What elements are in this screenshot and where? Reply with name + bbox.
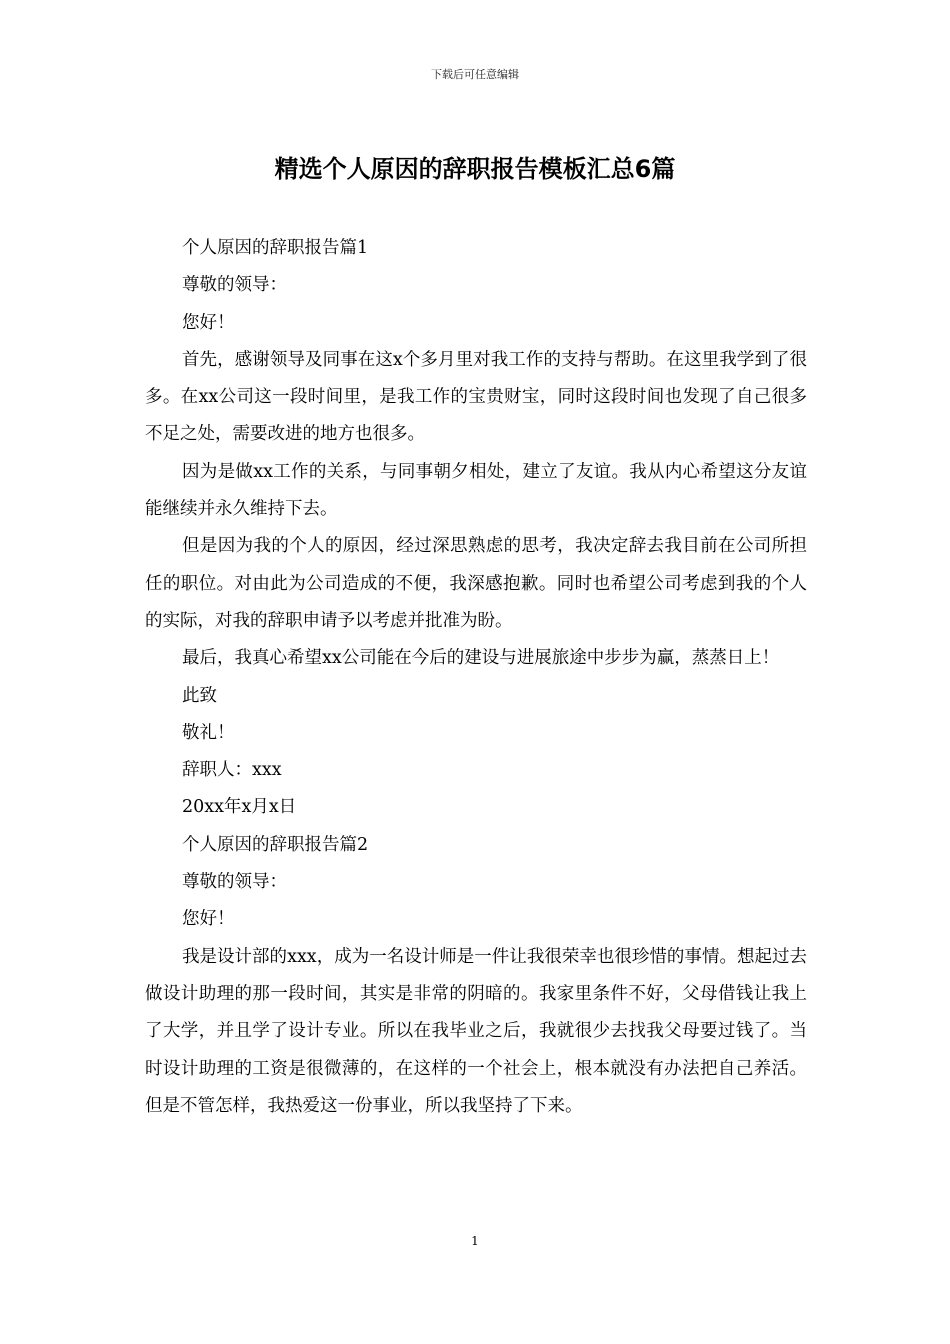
body-paragraph: 但是因为我的个人的原因，经过深思熟虑的思考，我决定辞去我目前在公司所担任的职位。对由此为公司造成的不便，我深感抱歉。同时也希望公司考虑到我的个人的实际，对我的辞职申请予以考虑并批准为盼。 xyxy=(145,536,807,631)
closing-line: 敬礼！ xyxy=(182,722,235,743)
section-heading-1: 个人原因的辞职报告篇1 xyxy=(182,238,369,258)
body-paragraph: 因为是做xx工作的关系，与同事朝夕相处，建立了友谊。我从内心希望这分友谊能继续并永久维持下去。 xyxy=(145,461,807,520)
body-paragraph: 我是设计部的xxx，成为一名设计师是一件让我很荣幸也很珍惜的事情。想起过去做设计助理的那一段时间，其实是非常的阴暗的。我家里条件不好，父母借钱让我上了大学，并且学了设计专业。所以在我毕业之后，我就很少去找我父母要过钱了。当时设计助理的工资是很微薄的，在这样的一个社会上，根本就没有办法把自己养活。但是不管怎样，我热爱这一份事业，所以我坚持了下来。 xyxy=(145,946,807,1116)
page-number: 1 xyxy=(471,1234,479,1248)
body-paragraph: 最后，我真心希望xx公司能在今后的建设与进展旅途中步步为赢，蒸蒸日上！ xyxy=(182,648,780,669)
greeting: 您好！ xyxy=(182,909,235,930)
document-body xyxy=(145,230,807,1125)
salutation: 尊敬的领导： xyxy=(182,275,287,296)
salutation: 尊敬的领导： xyxy=(182,872,287,893)
greeting: 您好！ xyxy=(182,312,235,333)
section-heading-2: 个人原因的辞职报告篇2 xyxy=(182,834,369,855)
signature-line: 辞职人：xxx xyxy=(182,760,282,781)
closing-line: 此致 xyxy=(182,685,217,706)
date-line: 20xx年x月x日 xyxy=(182,797,297,818)
document-title: 精选个人原因的辞职报告模板汇总6篇 xyxy=(274,155,676,183)
header-note: 下载后可任意编辑 xyxy=(431,68,519,81)
body-paragraph: 首先，感谢领导及同事在这x个多月里对我工作的支持与帮助。在这里我学到了很多。在xx公司这一段时间里，是我工作的宝贵财宝，同时这段时间也发现了自己很多不足之处，需要改进的地方也很多。 xyxy=(145,349,807,445)
